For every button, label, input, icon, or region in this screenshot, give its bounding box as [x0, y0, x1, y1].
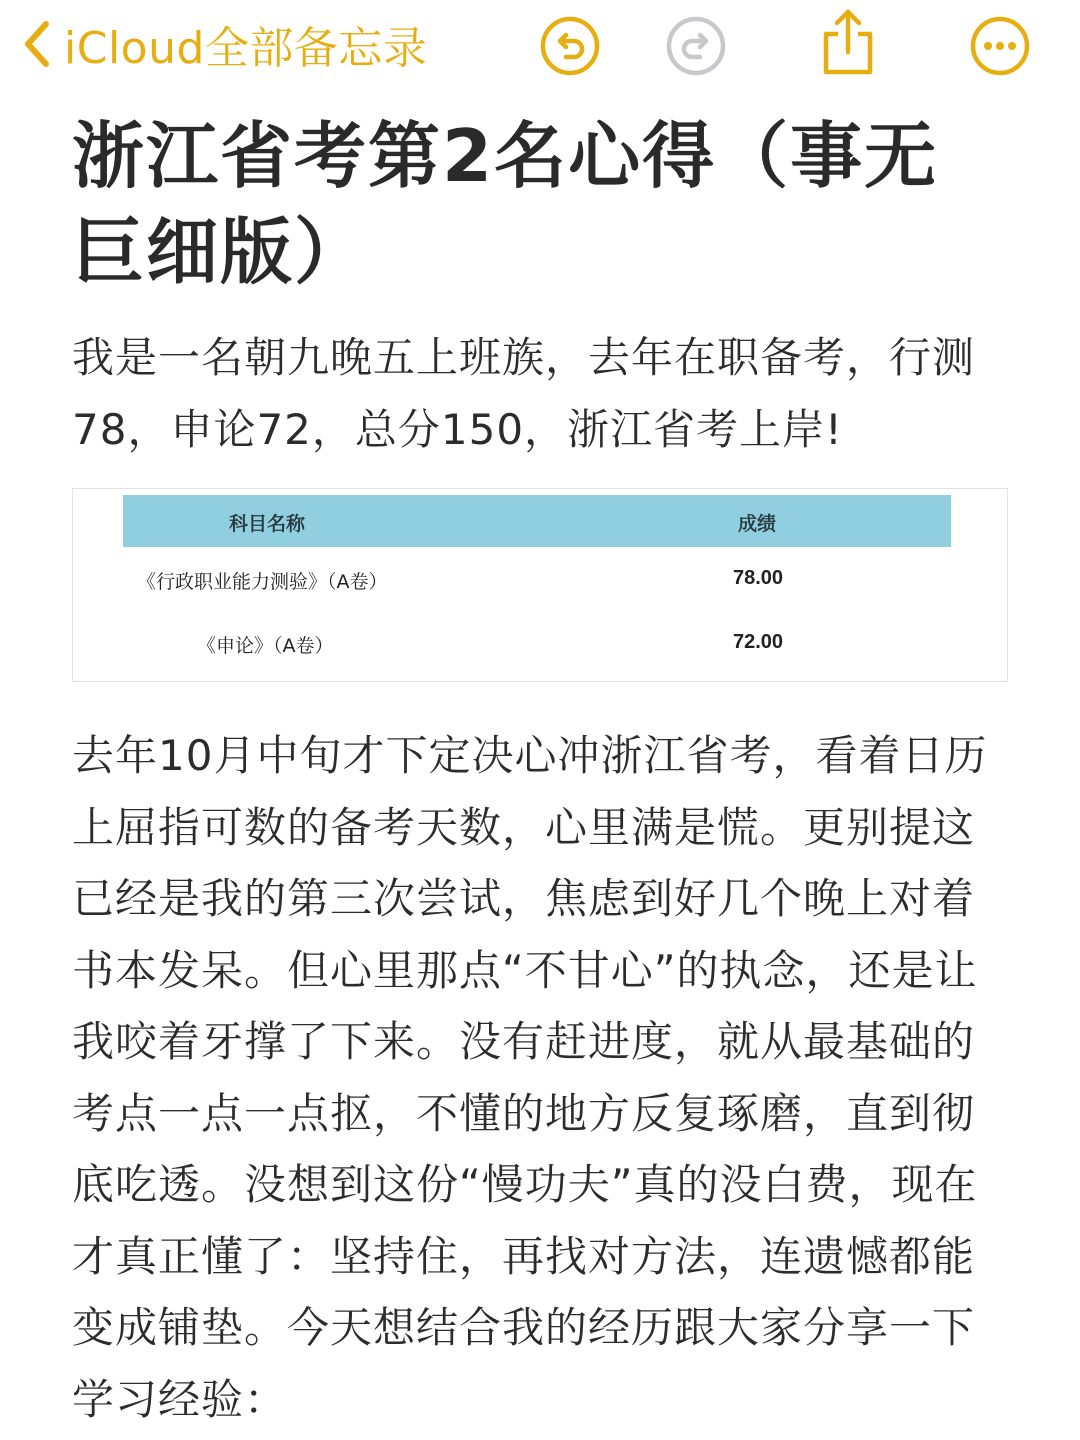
score-cell: 72.00 [733, 631, 784, 653]
column-score: 成绩 [738, 513, 777, 535]
score-row [73, 623, 1007, 663]
chevron-left-icon [22, 20, 52, 68]
share-button[interactable] [816, 6, 880, 78]
notes-toolbar [0, 0, 1080, 92]
score-cell: 78.00 [733, 567, 784, 589]
share-icon [816, 6, 880, 78]
note-intro: 我是一名朝九晚五上班族，去年在职备考，行测78，申论72，总分150，浙江省考上岸! [72, 333, 976, 454]
note-body: 去年10月中旬才下定决心冲浙江省考，看着日历上屈指可数的备考天数，心里满是慌。更别提这已经是我的第三次尝试，焦虑到好几个晚上对着书本发呆。但心里那点“不甘心”的执念，还是让我咬着牙撑了下来。没有赶进度，就从最基础的考点一点一点抠，不懂的地方反复琢磨，直到彻底吃透。没想到这份“慢功夫”真的没白费，现在才真正懂了：坚持住，再找对方法，连遗憾都能变成铺垫。今天想结合我的经历跟大家分享一下学习经验： [72, 731, 988, 1424]
back-label: iCloud全部备忘录 [64, 23, 428, 74]
more-icon [968, 14, 1032, 78]
note-content[interactable] [72, 108, 1012, 1435]
subject-cell: 《申论》（A卷） [197, 635, 334, 657]
undo-icon [538, 14, 602, 78]
column-subject: 科目名称 [229, 513, 306, 535]
more-button[interactable] [968, 14, 1032, 78]
note-title: 浙江省考第2名心得（事无巨细版） [72, 114, 939, 294]
back-button[interactable] [22, 14, 427, 74]
undo-button[interactable] [538, 14, 602, 78]
score-row [73, 559, 1007, 599]
score-table-image [72, 488, 1008, 682]
subject-cell: 《行政职业能力测验》（A卷） [137, 571, 388, 593]
redo-icon [664, 14, 728, 78]
score-table-header [123, 495, 951, 547]
redo-button[interactable] [664, 14, 728, 78]
